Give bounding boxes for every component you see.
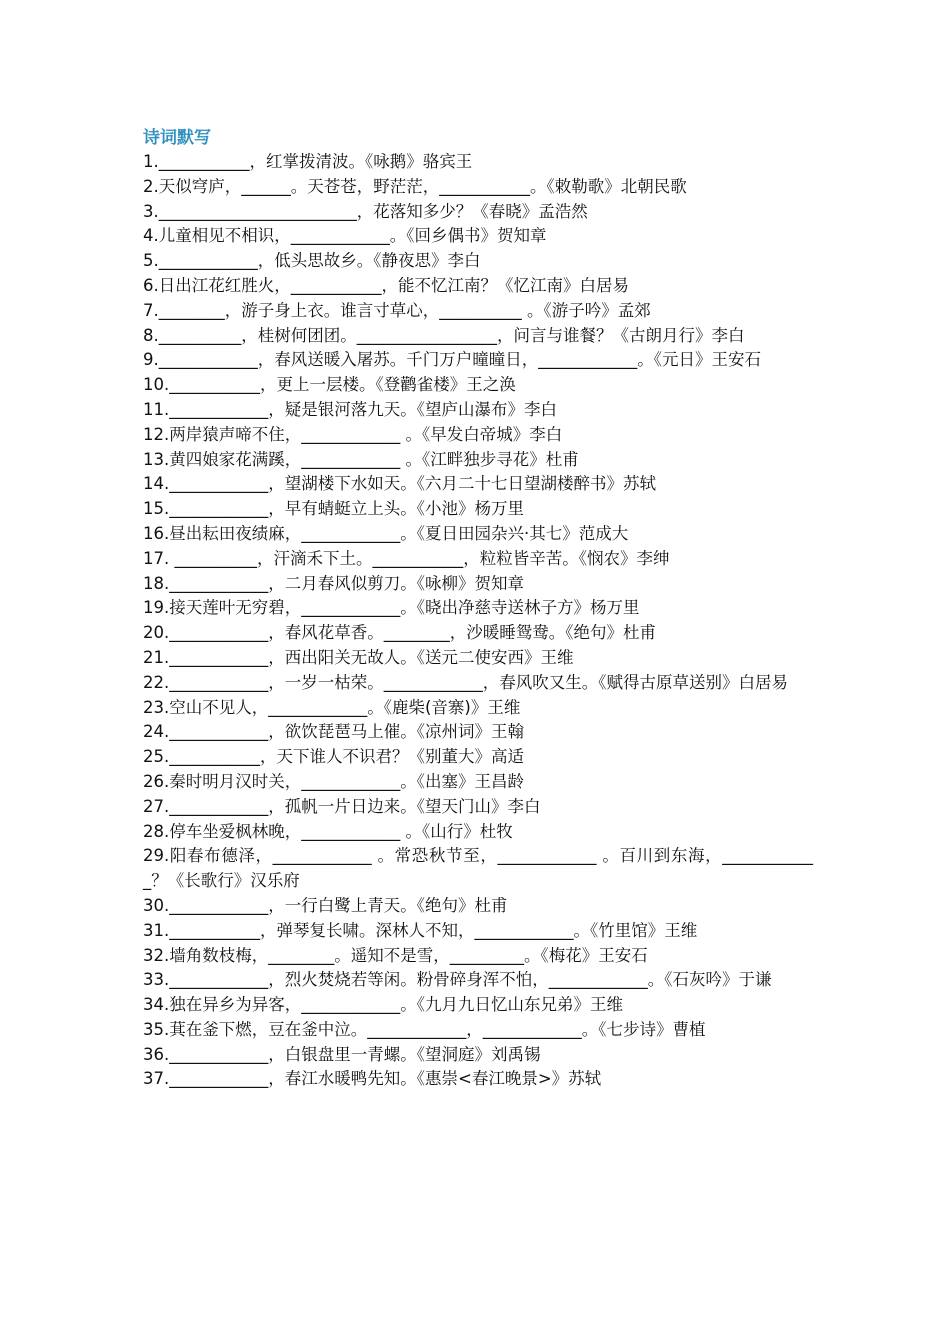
question-item: 33.____________，烈火焚烧若等闲。粉骨碎身浑不怕，____________。《石灰吟》于谦 [143,970,772,990]
question-item: 13.黄四娘家花满蹊，____________ 。《江畔独步寻花》杜甫 [143,449,579,469]
section-title: 诗词默写 [143,128,211,148]
question-item: 31.___________，弹琴复长啸。深林人不知，____________。《竹里馆》王维 [143,920,698,940]
question-item: 37.____________，春江水暖鸭先知。《惠崇<春江晚景>》苏轼 [143,1069,602,1089]
question-item: 14.____________，望湖楼下水如天。《六月二十七日望湖楼醉书》苏轼 [143,474,656,494]
question-item: 32.墙角数枝梅，________。遥知不是雪，_________。《梅花》王安石 [143,945,648,965]
question-item: 3.________________________，花落知多少？《春晓》孟浩然 [143,201,588,221]
question-item: 22.____________，一岁一枯荣。____________，春风吹又生。《赋得古原草送别》白居易 [143,672,788,692]
question-item: 26.秦时明月汉时关，____________。《出塞》王昌龄 [143,771,524,791]
question-item: 7.________，游子身上衣。谁言寸草心，__________ 。《游子吟》孟郊 [143,300,651,320]
question-item: 36.____________，白银盘里一青螺。《望洞庭》刘禹锡 [143,1044,541,1064]
question-item: 10.___________，更上一层楼。《登鹳雀楼》王之涣 [143,375,516,395]
question-item: 29.阳春布德泽，____________ 。常恐秋节至，____________ 。百川到东海，____________？《长歌行》汉乐府 [143,846,813,891]
question-item: 15.____________，早有蜻蜓立上头。《小池》杨万里 [143,499,524,519]
question-item: 28.停车坐爱枫林晚，____________ 。《山行》杜牧 [143,821,513,841]
question-list [143,150,813,1092]
question-item: 1.___________，红掌拨清波。《咏鹅》骆宾王 [143,152,473,171]
question-item: 23.空山不见人，____________。《鹿柴(音寨)》王维 [143,697,521,717]
question-item: 16.昼出耘田夜绩麻，____________。《夏日田园杂兴·其七》范成大 [143,523,629,543]
question-item: 8.__________，桂树何团团。_________________，问言与谁餐？《古朗月行》李白 [143,325,745,345]
question-item: 6.日出江花红胜火，___________，能不忆江南？《忆江南》白居易 [143,275,629,295]
question-item: 12.两岸猿声啼不住，____________ 。《早发白帝城》李白 [143,424,563,444]
question-item: 35.萁在釜下燃，豆在釜中泣。____________，____________。《七步诗》曹植 [143,1019,706,1039]
question-item: 20.____________，春风花草香。________，沙暖睡鸳鸯。《绝句》杜甫 [143,623,656,643]
question-item: 18.____________，二月春风似剪刀。《咏柳》贺知章 [143,573,524,593]
question-item: 2.天似穹庐，______。天苍苍，野茫茫，___________。《敕勒歌》北朝民歌 [143,176,687,196]
question-item: 27.____________，孤帆一片日边来。《望天门山》李白 [143,796,541,816]
question-item: 21.____________，西出阳关无故人。《送元二使安西》王维 [143,647,574,667]
question-item: 24.____________，欲饮琵琶马上催。《凉州词》王翰 [143,722,524,742]
question-item: 11.____________，疑是银河落九天。《望庐山瀑布》李白 [143,399,557,419]
question-item: 25.___________，天下谁人不识君？《别董大》高适 [143,747,524,767]
question-item: 30.____________，一行白鹭上青天。《绝句》杜甫 [143,895,508,915]
question-item: 5.____________，低头思故乡。《静夜思》李白 [143,251,481,271]
question-item: 9.____________，春风送暖入屠苏。千门万户曈曈日，____________。《元日》王安石 [143,350,761,370]
question-item: 34.独在异乡为异客，____________。《九月九日忆山东兄弟》王维 [143,995,623,1015]
document-body [143,126,813,1092]
question-item: 4.儿童相见不相识，____________。《回乡偶书》贺知章 [143,226,547,246]
question-item: 19.接天莲叶无穷碧，____________。《晓出净慈寺送林子方》杨万里 [143,598,640,618]
question-item: 17. __________，汗滴禾下土。___________，粒粒皆辛苦。《悯农》李绅 [143,548,670,568]
